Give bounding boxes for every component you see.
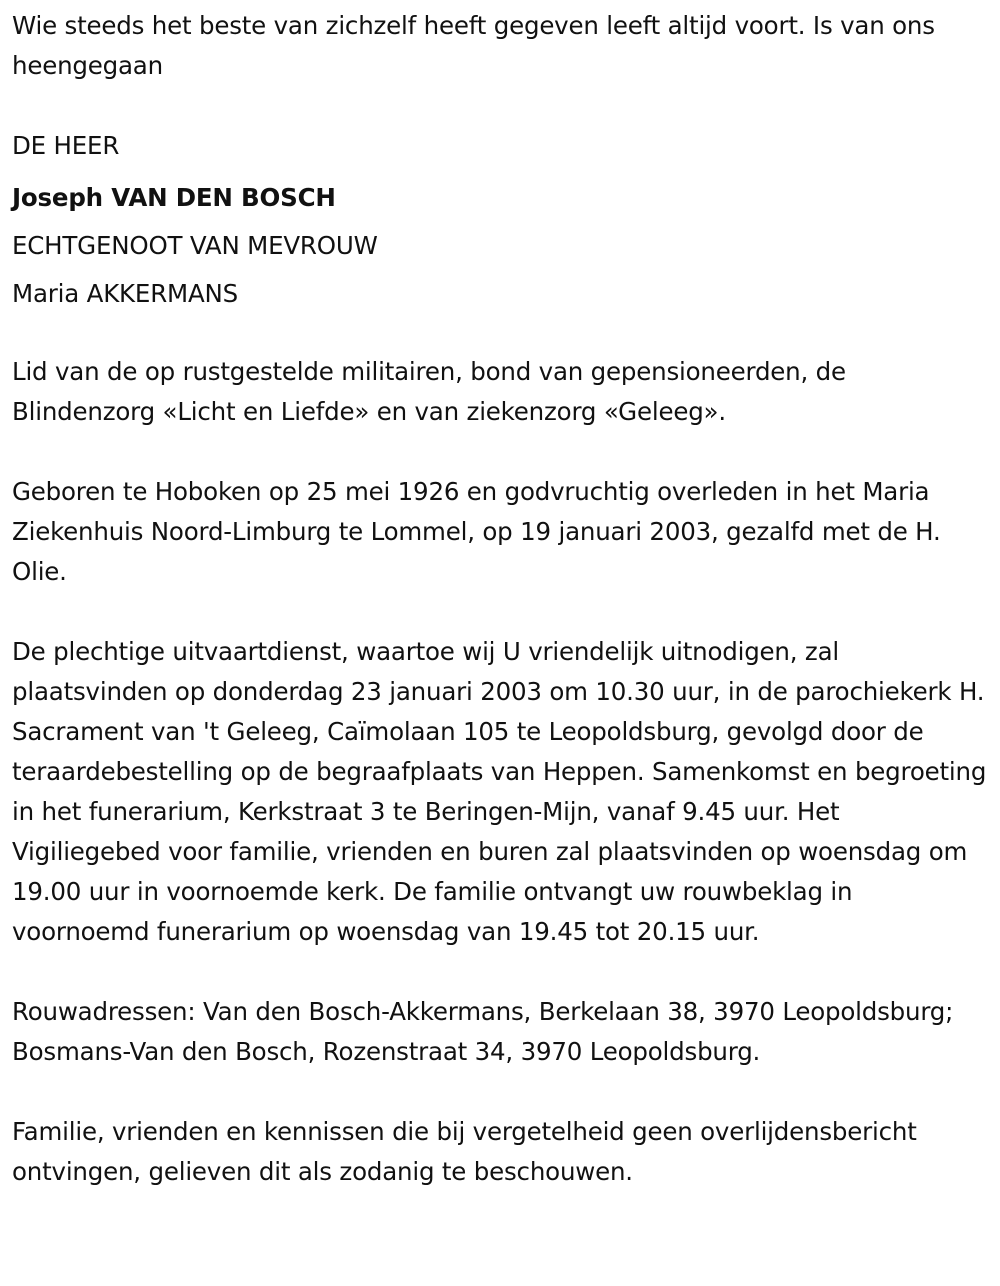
- spouse-label: ECHTGENOOT VAN MEVROUW: [12, 231, 378, 260]
- title-label: DE HEER: [12, 131, 120, 160]
- intro-text: Wie steeds het beste van zichzelf heeft gegeven leeft altijd voort. Is van ons heengegaan: [12, 11, 935, 80]
- birth-death-text: Geboren te Hoboken op 25 mei 1926 en godvruchtig overleden in het Maria Ziekenhuis Noord-Limburg te Lommel, op 19 januari 2003, gezalfd met de H. Olie.: [12, 477, 941, 586]
- deceased-name: Joseph VAN DEN BOSCH: [12, 183, 336, 212]
- funeral-text: De plechtige uitvaartdienst, waartoe wij U vriendelijk uitnodigen, zal plaatsvinden op donderdag 23 januari 2003 om 10.30 uur, in de parochiekerk H. Sacrament van 't Geleeg, Caïmolaan 105 te Leopoldsburg, gevolgd door de teraardebestelling op de begraafplaats van Heppen. Samenkomst en begroeting in het funerarium, Kerkstraat 3 te Beringen-Mijn, vanaf 9.45 uur. Het Vigiliegebed voor familie, vrienden en buren zal plaatsvinden op woensdag om 19.00 uur in voornoemde kerk. De familie ontvangt uw rouwbeklag in voornoemd funerarium op woensdag van 19.45 tot 20.15 uur.: [12, 637, 987, 946]
- deceased-block: [12, 126, 988, 318]
- addresses-text: Rouwadressen: Van den Bosch-Akkermans, Berkelaan 38, 3970 Leopoldsburg; Bosmans-Van den Bosch, Rozenstraat 34, 3970 Leopoldsburg.: [12, 997, 954, 1066]
- memberships-text: Lid van de op rustgestelde militairen, bond van gepensioneerden, de Blindenzorg «Licht en Liefde» en van ziekenzorg «Geleeg».: [12, 357, 846, 426]
- spouse-name: Maria AKKERMANS: [12, 279, 239, 308]
- closing-text: Familie, vrienden en kennissen die bij vergetelheid geen overlijdensbericht ontvingen, gelieven dit als zodanig te beschouwen.: [12, 1117, 917, 1186]
